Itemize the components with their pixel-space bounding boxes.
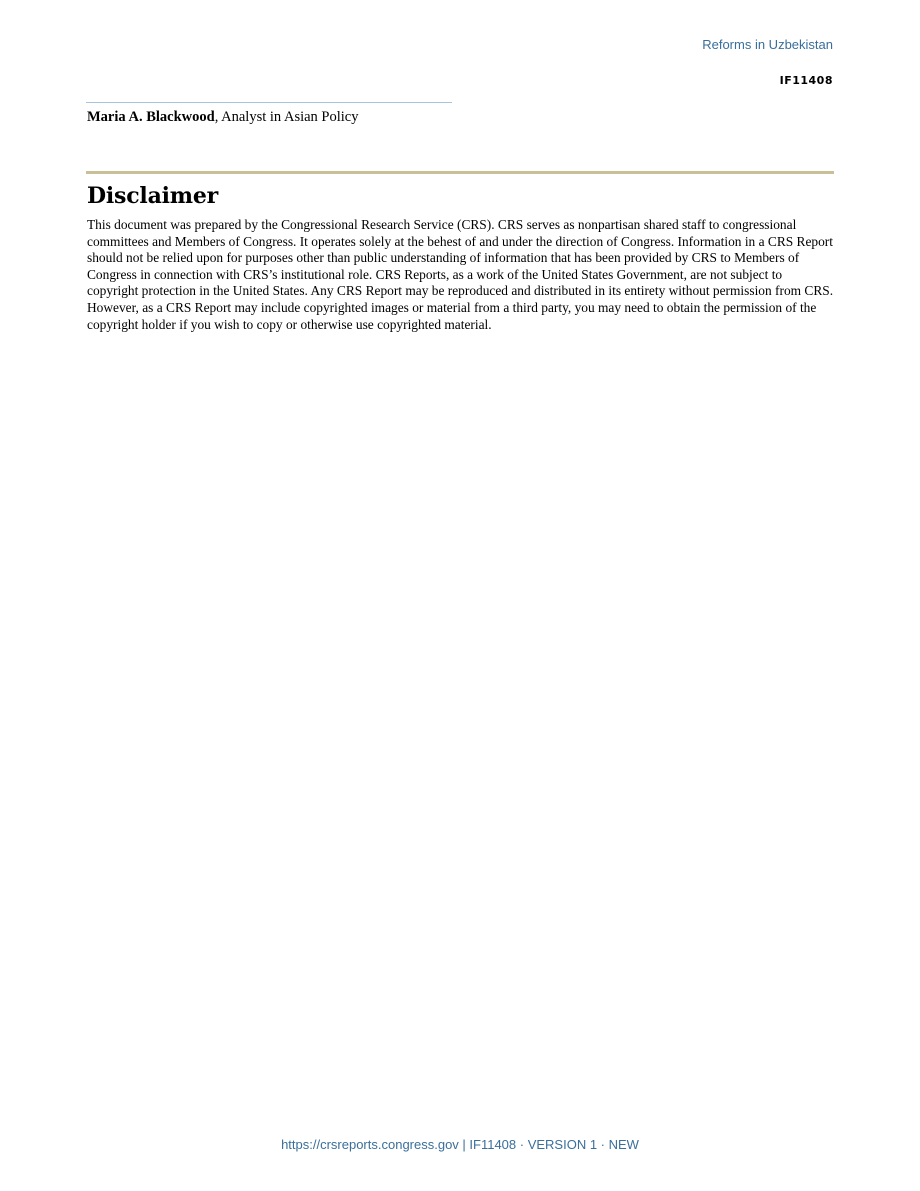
disclaimer-heading: Disclaimer: [87, 183, 219, 209]
author-name: Maria A. Blackwood: [87, 109, 215, 125]
footer-link[interactable]: https://crsreports.congress.gov | IF11408 · VERSION 1 · NEW: [281, 1137, 639, 1152]
author-line: [87, 108, 359, 126]
section-divider: [86, 171, 834, 174]
author-separator: ,: [214, 109, 222, 125]
author-title: Analyst in Asian Policy: [221, 109, 359, 125]
disclaimer-body: This document was prepared by the Congressional Research Service (CRS). CRS serves as nonpartisan shared staff to congressional committees and Members of Congress. It operates solely at the behest of and under the direction of Congress. Information in a CRS Report should not be relied upon for purposes other than public understanding of information that has been provided by CRS to Members of Congress in connection with CRS’s institutional role. CRS Reports, as a work of the United States Government, are not subject to copyright protection in the United States. Any CRS Report may be reproduced and distributed in its entirety without permission from CRS. However, as a CRS Report may include copyrighted images or material from a third party, you may need to obtain the permission of the copyright holder if you wish to copy or otherwise use copyrighted material.: [87, 217, 834, 332]
author-divider: [86, 102, 452, 103]
report-id: IF11408: [779, 74, 833, 87]
running-title: Reforms in Uzbekistan: [702, 37, 833, 52]
